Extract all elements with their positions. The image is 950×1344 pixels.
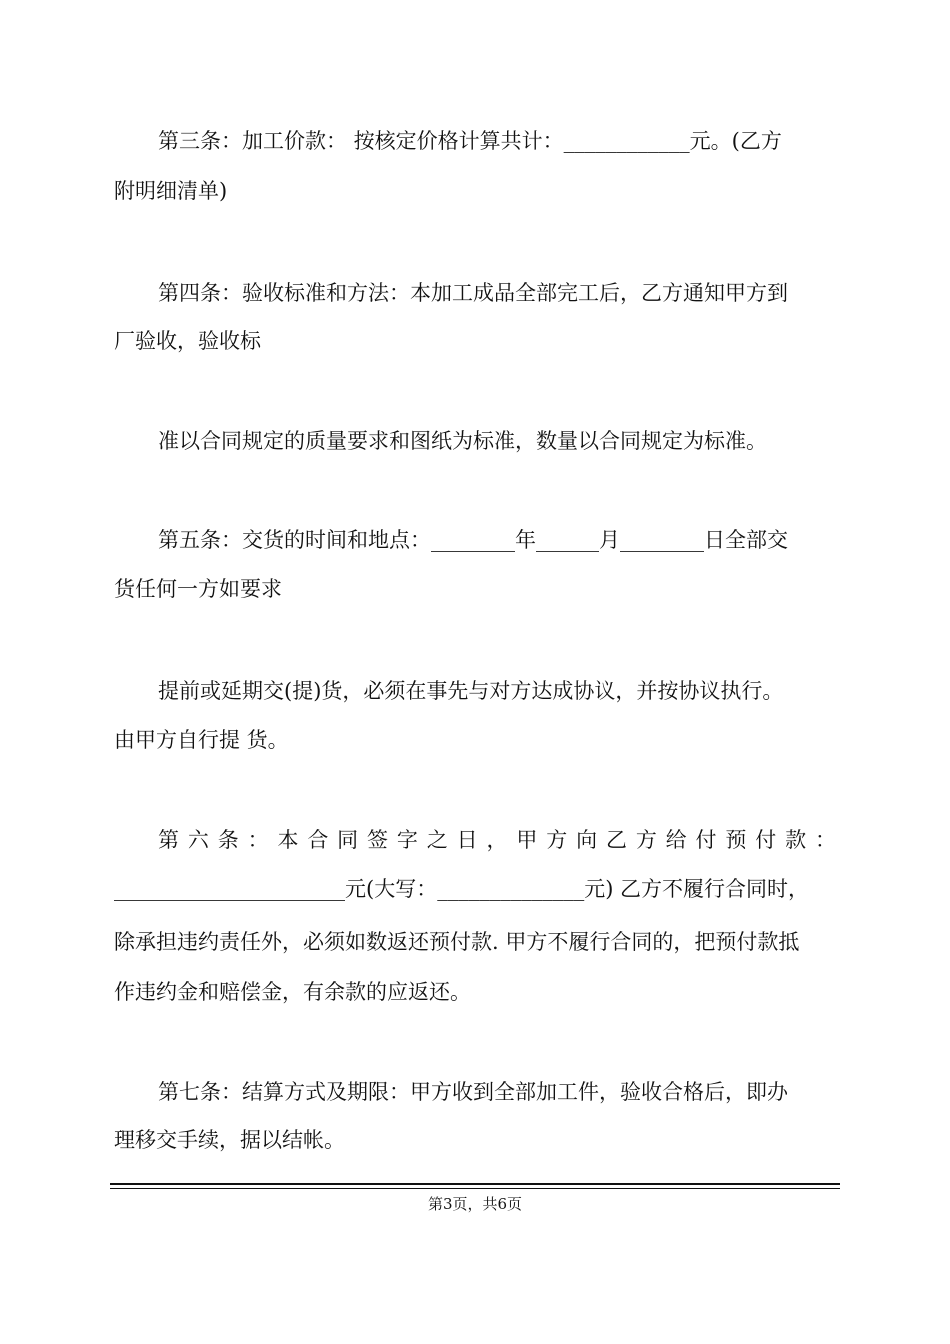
clause-5-line-1: 第五条：交货的时间和地点：________年______月________日全部交 (158, 528, 788, 552)
clause-3-line-1: 第三条：加工价款： 按核定价格计算共计：____________元。(乙方 (158, 129, 782, 153)
clause-7-line-1: 第七条：结算方式及期限：甲方收到全部加工件，验收合格后，即办 (158, 1080, 788, 1104)
clause-3-line-2: 附明细清单) (114, 179, 228, 203)
clause-7-line-2: 理移交手续，据以结帐。 (114, 1128, 345, 1152)
clause-6-line-2: ______________________元(大写：______________元) 乙方不履行合同时， (114, 877, 810, 901)
clause-6-line-3: 除承担违约责任外，必须如数返还预付款. 甲方不履行合同的，把预付款抵 (114, 930, 800, 954)
footer-divider-thick (110, 1183, 840, 1185)
clause-5-line-4: 由甲方自行提 货。 (114, 728, 289, 752)
page-number: 第3页，共6页 (427, 1195, 523, 1213)
clause-5-line-2: 货任何一方如要求 (114, 577, 282, 601)
clause-4-line-3: 准以合同规定的质量要求和图纸为标准，数量以合同规定为标准。 (158, 429, 767, 453)
clause-4-line-2: 厂验收，验收标 (114, 329, 261, 353)
clause-6-line-4: 作违约金和赔偿金，有余款的应返还。 (114, 980, 471, 1004)
clause-5-line-3: 提前或延期交(提)货，必须在事先与对方达成协议，并按协议执行。 (158, 679, 784, 703)
footer-divider-thin (110, 1188, 840, 1189)
clause-6-line-1: 第六条：本合同签字之日，甲方向乙方给付预付款： (158, 828, 836, 852)
clause-4-line-1: 第四条：验收标准和方法：本加工成品全部完工后，乙方通知甲方到 (158, 281, 788, 305)
